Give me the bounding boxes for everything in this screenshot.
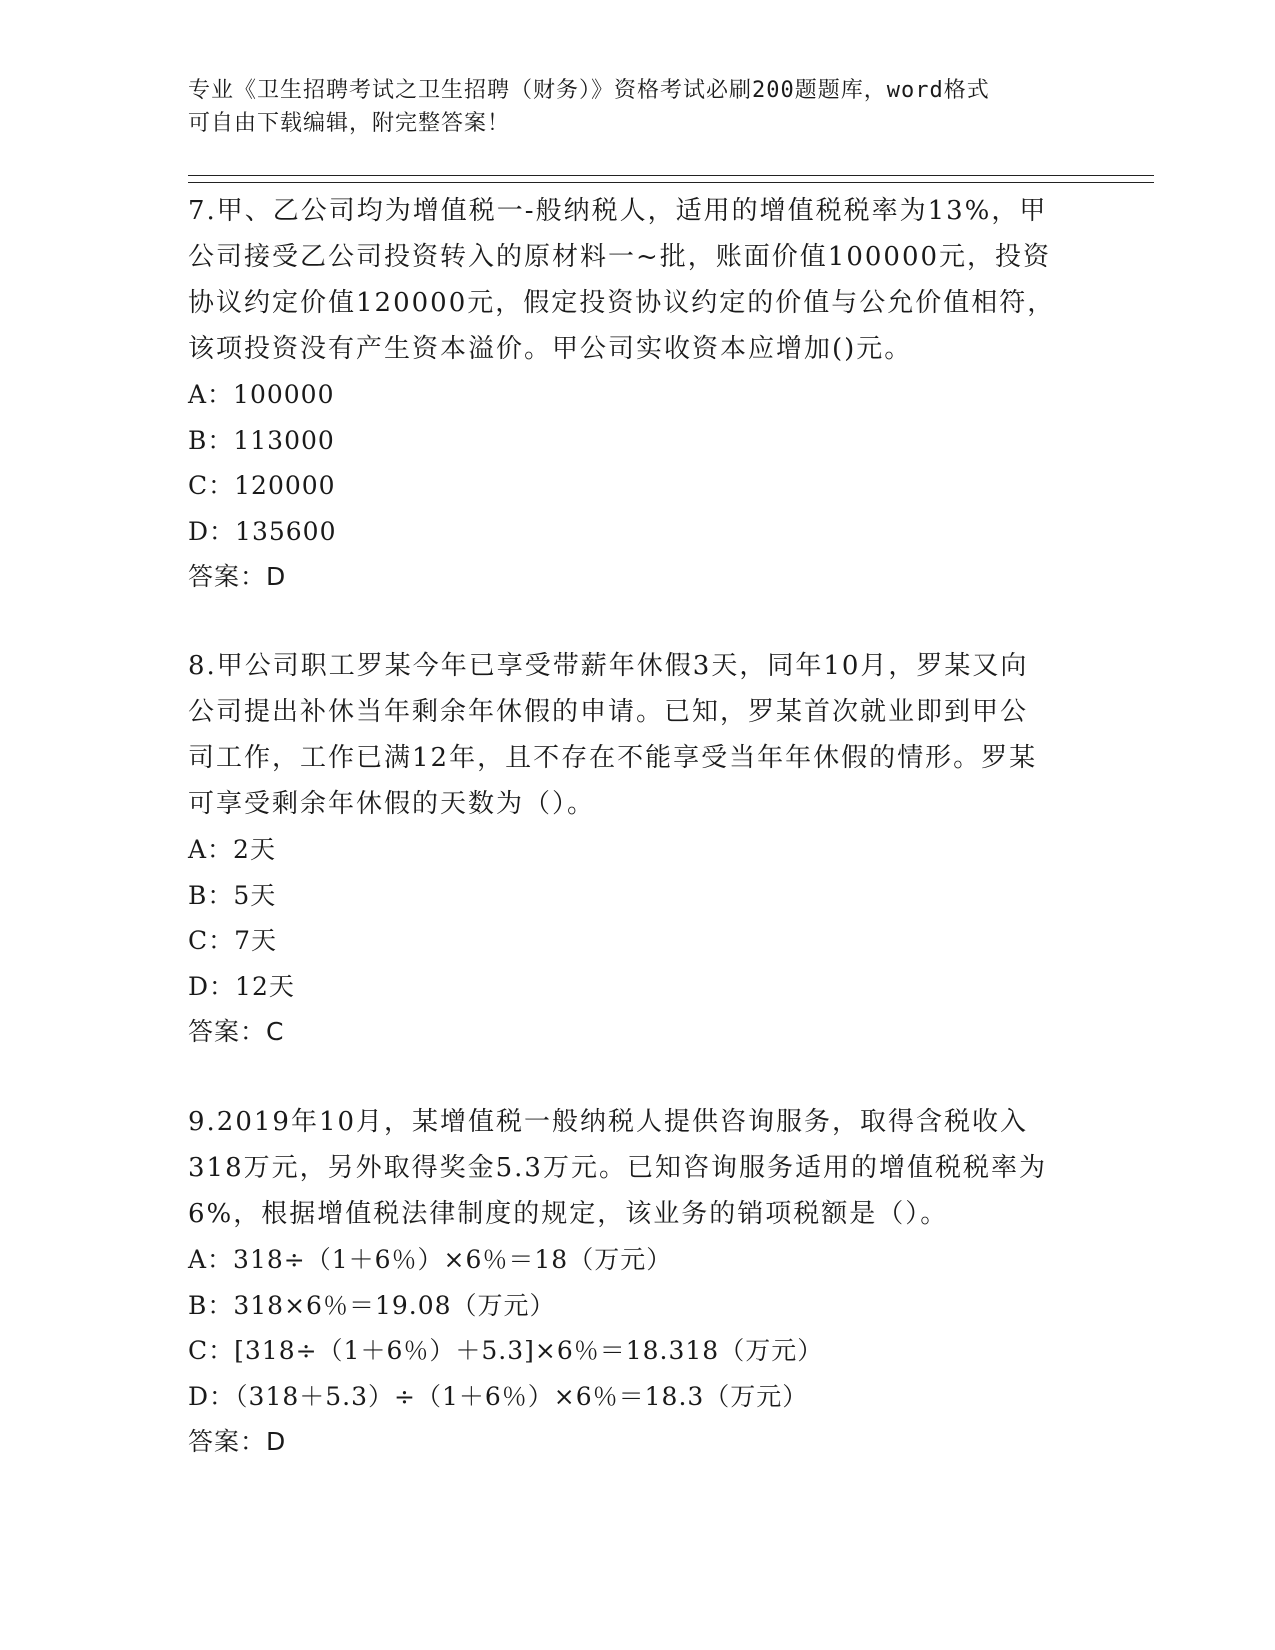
header-divider-bottom xyxy=(188,182,1154,183)
option-a: A：318÷（1＋6％）×6％＝18（万元） xyxy=(188,1245,673,1274)
question-stem-line: 该项投资没有产生资本溢价。甲公司实收资本应增加()元。 xyxy=(188,334,913,364)
option-d: D：（318＋5.3）÷（1＋6％）×6％＝18.3（万元） xyxy=(188,1381,809,1411)
question-9 xyxy=(188,1099,1088,1465)
question-stem-line: 协议约定价值120000元，假定投资协议约定的价值与公允价值相符， xyxy=(188,288,1056,318)
option-a: A：2天 xyxy=(188,835,276,864)
question-stem-line: 318万元，另外取得奖金5.3万元。已知咨询服务适用的增值税税率为 xyxy=(188,1153,1047,1183)
question-stem-line: 6%，根据增值税法律制度的规定，该业务的销项税额是（）。 xyxy=(188,1199,949,1229)
option-b: B：5天 xyxy=(188,880,277,910)
answer-label: 答案：C xyxy=(188,1017,285,1046)
answer-label: 答案：D xyxy=(188,1427,287,1456)
question-stem-line: 9.2019年10月，某增值税一般纳税人提供咨询服务，取得含税收入 xyxy=(188,1107,1029,1137)
question-stem-line: 公司提出补休当年剩余年休假的申请。已知，罗某首次就业即到甲公 xyxy=(188,697,1029,727)
option-b: B：113000 xyxy=(188,425,335,455)
header-line-1: 专业《卫生招聘考试之卫生招聘（财务）》资格考试必刷200题题库，word格式 xyxy=(188,78,990,103)
option-d: D：135600 xyxy=(188,516,337,546)
option-a: A：100000 xyxy=(188,380,335,409)
question-7 xyxy=(188,188,1088,600)
option-d: D：12天 xyxy=(188,971,295,1001)
option-b: B：318×6％＝19.08（万元） xyxy=(188,1290,556,1320)
option-c: C：120000 xyxy=(188,471,336,500)
option-c: C：7天 xyxy=(188,926,278,955)
question-stem-line: 8.甲公司职工罗某今年已享受带薪年休假3天，同年10月，罗某又向 xyxy=(188,651,1029,681)
question-8 xyxy=(188,643,1088,1055)
header-divider-top xyxy=(188,175,1154,176)
question-stem-line: 司工作，工作已满12年，且不存在不能享受当年年休假的情形。罗某 xyxy=(188,743,1038,773)
question-stem-line: 可享受剩余年休假的天数为（）。 xyxy=(188,789,596,819)
option-c: C：[318÷（1＋6％）＋5.3]×6％＝18.318（万元） xyxy=(188,1336,824,1365)
document-header xyxy=(188,74,1068,140)
question-stem-line: 公司接受乙公司投资转入的原材料一~批，账面价值100000元，投资 xyxy=(188,242,1052,272)
header-line-2: 可自由下载编辑，附完整答案！ xyxy=(188,111,511,136)
question-stem-line: 7.甲、乙公司均为增值税一-般纳税人，适用的增值税税率为13%，甲 xyxy=(188,196,1048,226)
answer-label: 答案：D xyxy=(188,562,287,591)
